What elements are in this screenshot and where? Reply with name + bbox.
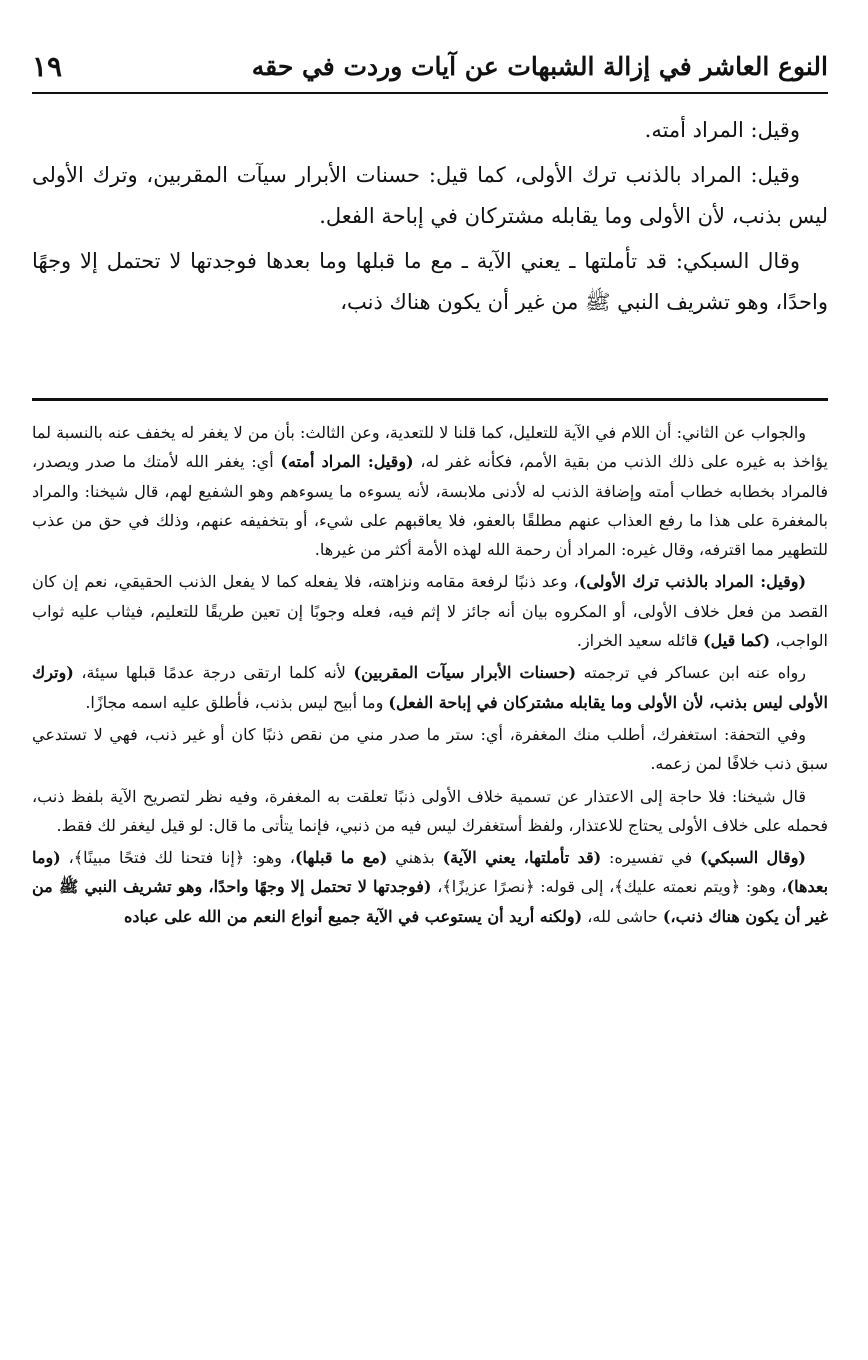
commentary-text: ، وهو: ﴿ويتم نعمته عليك﴾، إلى قوله: ﴿نصرًا عزيزًا﴾، [431,877,787,897]
running-title: النوع العاشر في إزالة الشبهات عن آيات وردت في حقه [251,51,828,81]
commentary-paragraph [32,418,828,564]
commentary-text: أي: يغفر الله لأمتك ما صدر ويصدر، فالمراد بخطابه خطاب أمته وإضافة الذنب له لأدنى ملابسة، لأنه يسوءه ما يسوءهم وهو الشفيع لهم، قال شيخنا: والمراد بالمغفرة على هذا ما رفع العذاب عنهم مطلقًا بالعفو، فلا يعاقبهم على شيء، أو بتخفيفه عنهم، وذلك في حق من عذب للتطهير مما اقترفه، وقال غيره: المراد أن رحمة الله لهذه الأمة أكثر من غيرها. [32,452,828,560]
commentary-text: بذهني [387,848,443,868]
commentary [32,418,828,1318]
quoted-phrase: (وقيل: المراد أمته) [280,452,414,472]
quoted-phrase: (وما بعدها) [32,848,829,897]
main-paragraph: وقيل: المراد أمته. [644,118,800,142]
commentary-paragraph [32,720,828,779]
commentary-text: ، وعد ذنبًا لرفعة مقامه ونزاهته، فلا يفعله كما لا يفعل الذنب الحقيقي، نعم إن كان القصد من فعل خلاف الأولى، أو المكروه بيان أنه جائز لا إثم فيه، فعله وجوبًا إن تعين طريقًا للتعليم، فيثاب عليه ثواب الواجب، [32,572,828,651]
quoted-phrase: (وترك الأولى ليس بذنب، لأن الأولى وما يقابله مشتركان في إباحة الفعل) [32,663,828,712]
quoted-phrase: (وقال السبكي) [700,848,806,868]
quoted-phrase: (ولكنه أريد أن يستوعب في الآية جميع أنواع النعم من الله على عباده [123,906,583,926]
header-rule [32,92,828,94]
commentary-text: حاشى لله، [582,906,663,926]
commentary-paragraph [32,843,828,931]
page-number: ١٩ [32,49,63,83]
commentary-paragraph [32,567,828,655]
commentary-text: والجواب عن الثاني: أن اللام في الآية للتعليل، كما قلنا لا للتعدية، وعن الثالث: بأن من لا يغفر له يخفف عنه بالنسبة لما يؤاخذ به غيره على ذلك الذنب من بقية الأمم، فكأنه غفر له، [32,423,829,472]
commentary-text: وفي التحفة: استغفرك، أطلب منك المغفرة، أي: ستر ما صدر مني من نقص ذنبًا كان أو غير ذنب، فهي لا تستدعي سبق ذنب خلافًا لمن زعمه. [32,724,828,774]
quoted-phrase: (مع ما قبلها) [294,848,388,868]
quoted-phrase: (فوجدتها لا تحتمل إلا وجهًا واحدًا، وهو تشريف النبي ﷺ من غير أن يكون هناك ذنب،) [32,877,828,926]
quoted-phrase: (حسنات الأبرار سيآت المقربين) [353,663,577,683]
page-header [32,44,828,88]
commentary-paragraph [32,658,828,717]
main-text [32,110,828,392]
commentary-text: ، وهو: ﴿إنا فتحنا لك فتحًا مبينًا﴾، [60,848,295,868]
commentary-text: قال شيخنا: فلا حاجة إلى الاعتذار عن تسمية خلاف الأولى ذنبًا تعلقت به المغفرة، وفيه نظر لتصريح الآية بلفظ ذنب، فحمله على خلاف الأولى يحتاج للاعتذار، ولفظ أستغفرك ليس فيه من ذنبي، فإنما يتأتى ما قال: لو قيل ليغفر لك فقط. [32,786,828,835]
commentary-text: لأنه كلما ارتقى درجة عدمًا قبلها سيئة، [73,663,354,683]
commentary-text: قائله سعيد الخراز. [576,631,704,651]
commentary-text: في تفسيره: [601,848,701,868]
commentary-divider [32,398,828,401]
main-paragraph: وقال السبكي: قد تأملتها ـ يعني الآية ـ مع ما قبلها وما بعدها فوجدتها لا تحتمل إلا وجهًا واحدًا، وهو تشريف النبي ﷺ من غير أن يكون هناك ذنب، [32,249,828,314]
quoted-phrase: (قد تأملتها، يعني الآية) [442,848,602,868]
quoted-phrase: (وقيل: المراد بالذنب ترك الأولى) [578,572,807,592]
main-paragraph: وقيل: المراد بالذنب ترك الأولى، كما قيل: حسنات الأبرار سيآت المقربين، وترك الأولى ليس بذنب، لأن الأولى وما يقابله مشتركان في إباحة الفعل. [32,163,828,228]
commentary-text: وما أبيح ليس بذنب، فأطلق عليه اسمه مجازًا. [85,692,389,712]
commentary-paragraph [32,782,828,841]
commentary-text: رواه عنه ابن عساكر في ترجمته [576,663,806,683]
quoted-phrase: (كما قيل) [703,631,771,651]
